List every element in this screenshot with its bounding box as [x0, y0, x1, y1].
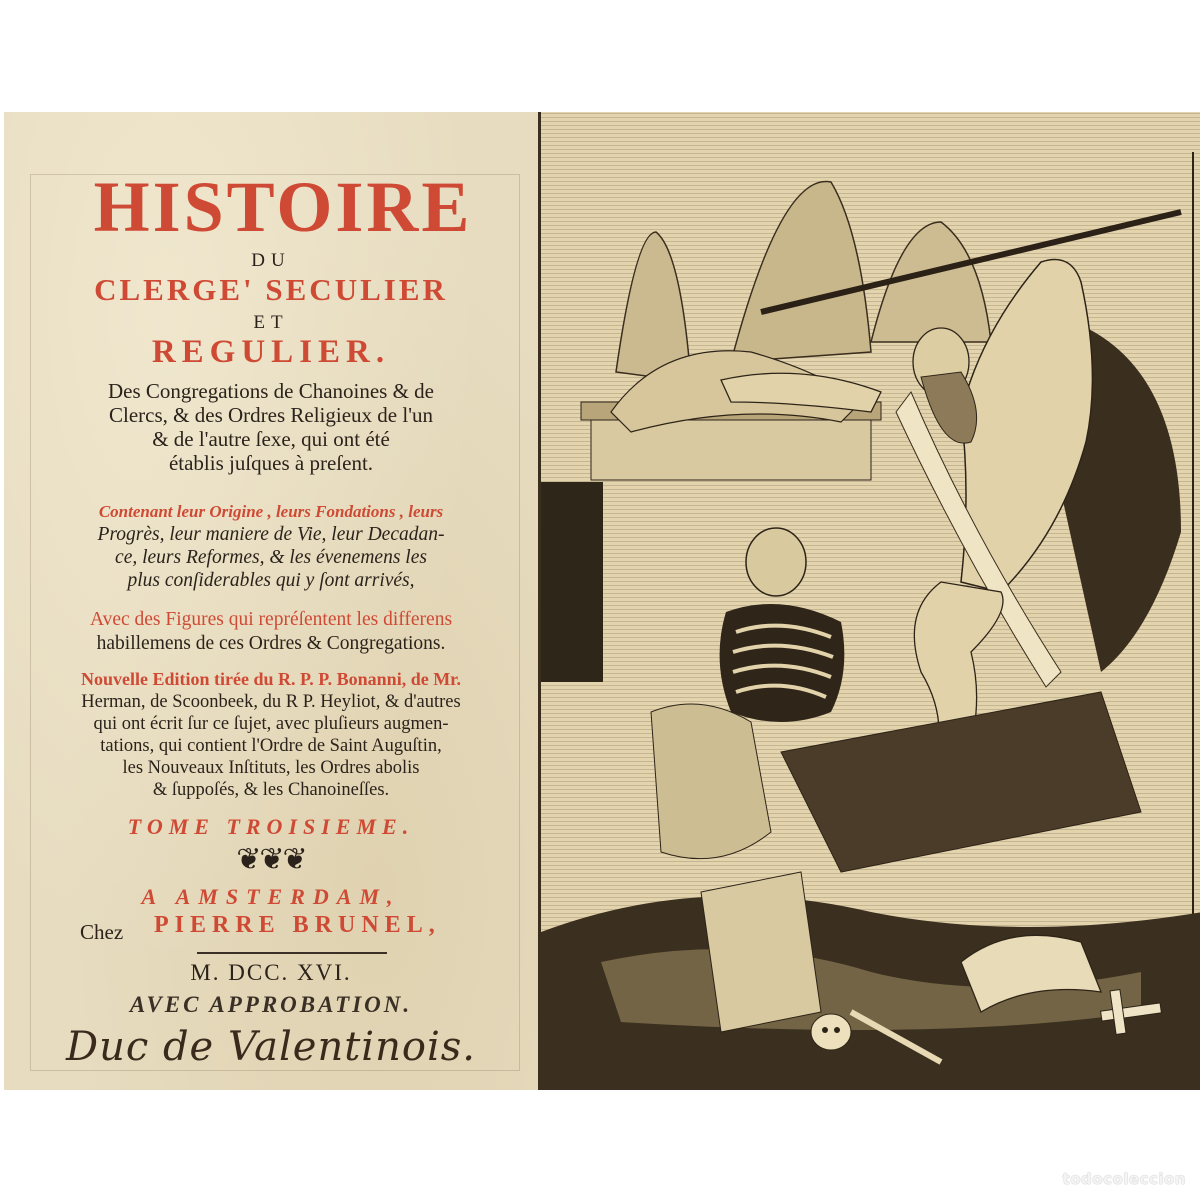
approbation: AVEC APPROBATION.	[129, 992, 413, 1017]
title-du: DU	[251, 250, 291, 271]
imprint-publisher: PIERRE BRUNEL,	[154, 912, 441, 938]
description-line: Des Congregations de Chanoines & de	[107, 379, 435, 403]
description-line: établis juſques à preſent.	[168, 451, 374, 475]
imprint-place: A AMSTERDAM,	[141, 884, 401, 909]
edition-line: tations, qui contient l'Ordre de Saint Auguſtin,	[100, 736, 442, 756]
edition-line: les Nouveaux Inſtituts, les Ordres abolis	[122, 758, 420, 778]
engraving-illustration	[541, 112, 1200, 1090]
edition-line: & ſuppoſés, & les Chanoineſſes.	[152, 780, 390, 800]
frontispiece-engraving	[538, 112, 1200, 1090]
divider-rule	[197, 952, 387, 954]
watermark-logo: todocoleccion	[1062, 1170, 1186, 1188]
edition-red-line: Nouvelle Edition tirée du R. P. P. Bonanni, de Mr.	[80, 669, 462, 689]
handwritten-inscription: Duc de Valentinois.	[66, 1024, 476, 1070]
figures-red-line: Avec des Figures qui repréſentent les differens	[89, 609, 453, 630]
description-line: & de l'autre ſexe, qui ont été	[152, 427, 390, 451]
edition-line: Herman, de Scoonbeek, du R P. Heyliot, & d'autres	[81, 692, 461, 712]
contents-red-line: Contenant leur Origine , leurs Fondations , leurs	[98, 502, 444, 521]
title-regulier: REGULIER.	[151, 334, 391, 370]
figures-line: habillemens de ces Ordres & Congregations.	[96, 633, 446, 654]
title-clerge-seculier: CLERGE' SECULIER	[94, 272, 448, 307]
imprint-date: M. DCC. XVI.	[190, 960, 352, 985]
title-et: ET	[253, 312, 289, 333]
description-line: Clercs, & des Ordres Religieux de l'un	[109, 403, 433, 427]
imprint-chez: Chez	[80, 920, 124, 944]
edition-line: qui ont écrit ſur ce ſujet, avec pluſieurs augmen-	[93, 714, 449, 734]
title-page	[4, 112, 538, 1090]
printers-ornament-icon: ❦❦❦	[236, 843, 306, 876]
contents-line: plus conſiderables qui y ſont arrivés,	[127, 570, 415, 591]
book-spread	[4, 112, 1200, 1090]
contents-line: ce, leurs Reformes, & les évenemens les	[115, 547, 427, 568]
title-histoire: HISTOIRE	[93, 167, 473, 247]
volume-label: TOME TROISIEME.	[127, 814, 415, 839]
contents-line: Progrès, leur maniere de Vie, leur Decadan-	[97, 524, 445, 545]
